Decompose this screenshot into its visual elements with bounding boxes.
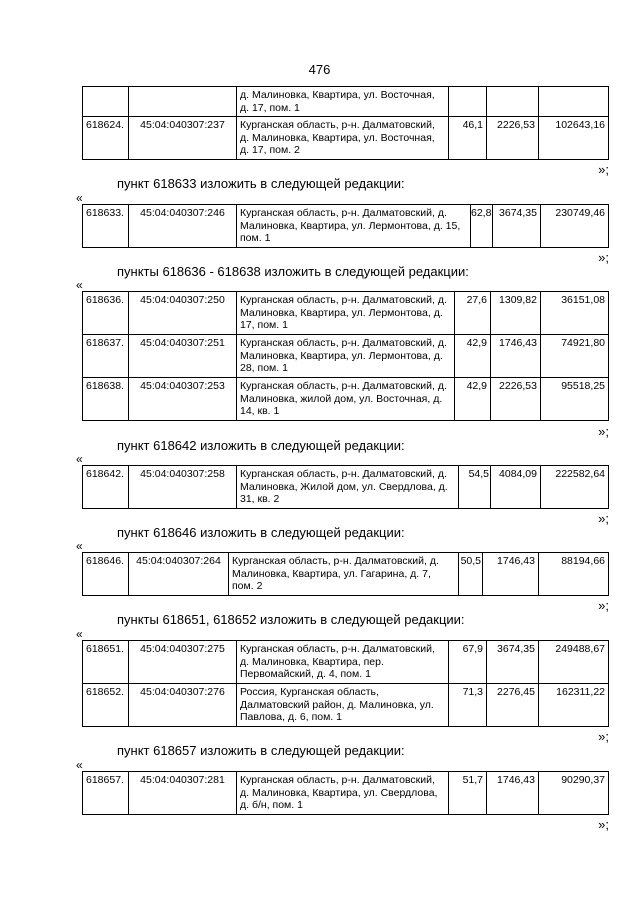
table-row: [83, 772, 609, 815]
table-section-3: [82, 465, 609, 509]
cadastral-number: 45:04:040307:251: [129, 335, 237, 378]
address: Курганская область, р-н. Далматовский, д. Малиновка, Квартира, ул. Лермонтова, д. 28, пом. 1: [237, 335, 455, 378]
closing-quote: »;: [598, 598, 609, 613]
table-section-1: [82, 204, 609, 248]
unit-price: 1309,82: [491, 292, 541, 335]
cadastral-number: 45:04:040307:258: [129, 466, 237, 509]
closing-quote: »;: [598, 817, 609, 832]
table-row: [83, 205, 609, 248]
unit-price: 1746,43: [491, 335, 541, 378]
cadastral-number: 45:04:040307:264: [129, 553, 229, 596]
area: [449, 87, 487, 117]
address: Россия, Курганская область, Далматовский район, д. Малиновка, ул. Павлова, д. 6, пом. 1: [237, 684, 449, 727]
area: 42,9: [455, 335, 491, 378]
closing-quote: »;: [598, 511, 609, 526]
area: 42,9: [455, 378, 491, 421]
amendment-intro: пункт 618633 изложить в следующей редакции:: [117, 176, 405, 191]
amendment-intro: пункты 618651, 618652 изложить в следующей редакции:: [117, 612, 465, 627]
cadastral-number: 45:04:040307:275: [129, 641, 237, 684]
cadastral-number: 45:04:040307:237: [129, 117, 237, 160]
amendment-intro: пункт 618642 изложить в следующей редакции:: [117, 438, 405, 453]
cadastral-number: 45:04:040307:253: [129, 378, 237, 421]
total-value: 36151,08: [541, 292, 609, 335]
row-number: 618642.: [83, 466, 129, 509]
area: 27,6: [455, 292, 491, 335]
unit-price: [487, 87, 539, 117]
area: 46,1: [449, 117, 487, 160]
address: д. Малиновка, Квартира, ул. Восточная, д. 17, пом. 1: [237, 87, 449, 117]
table-section-5: [82, 640, 609, 727]
total-value: 102643,16: [539, 117, 609, 160]
opening-quote: «: [76, 539, 83, 553]
closing-quote: »;: [598, 729, 609, 744]
table-row: [83, 466, 609, 509]
address: Курганская область, р-н. Далматовский, д. Малиновка, Квартира, пер. Первомайский, д. 4, пом. 1: [237, 641, 449, 684]
area: 54,5: [459, 466, 491, 509]
opening-quote: «: [76, 758, 83, 772]
total-value: 95518,25: [541, 378, 609, 421]
amendment-intro: пункт 618657 изложить в следующей редакции:: [117, 743, 405, 758]
total-value: [539, 87, 609, 117]
unit-price: 1746,43: [483, 553, 539, 596]
table-section-2: [82, 291, 609, 421]
table-continued: [82, 86, 609, 160]
area: 71,3: [449, 684, 487, 727]
total-value: 230749,46: [541, 205, 609, 248]
cadastral-number: 45:04:040307:250: [129, 292, 237, 335]
amendment-intro: пункт 618646 изложить в следующей редакции:: [117, 525, 405, 540]
opening-quote: «: [76, 452, 83, 466]
opening-quote: «: [76, 627, 83, 641]
opening-quote: «: [76, 191, 83, 205]
table-row: [83, 684, 609, 727]
unit-price: 4084,09: [491, 466, 541, 509]
row-number: 618646.: [83, 553, 129, 596]
unit-price: 3674,35: [487, 641, 539, 684]
area: 67,9: [449, 641, 487, 684]
total-value: 222582,64: [541, 466, 609, 509]
address: Курганская область, р-н. Далматовский, д. Малиновка, Квартира, ул. Гагарина, д. 7, пом. 2: [229, 553, 459, 596]
row-number: 618638.: [83, 378, 129, 421]
closing-quote: »;: [598, 250, 609, 265]
row-number: 618636.: [83, 292, 129, 335]
total-value: 162311,22: [539, 684, 609, 727]
table-section-4: [82, 552, 609, 596]
table-row: [83, 292, 609, 335]
row-number: 618652.: [83, 684, 129, 727]
total-value: 249488,67: [539, 641, 609, 684]
address: Курганская область, р-н. Далматовский, д. Малиновка, жилой дом, ул. Восточная, д. 14, кв. 1: [237, 378, 455, 421]
table-row: [83, 87, 609, 117]
address: Курганская область, р-н. Далматовский, д. Малиновка, Квартира, ул. Лермонтова, д. 15, пом. 1: [237, 205, 471, 248]
unit-price: 2276,45: [487, 684, 539, 727]
table-row: [83, 378, 609, 421]
unit-price: 1746,43: [487, 772, 539, 815]
total-value: 88194,66: [539, 553, 609, 596]
cadastral-number: [129, 87, 237, 117]
row-number: 618633.: [83, 205, 129, 248]
table-row: [83, 117, 609, 160]
unit-price: 3674,35: [493, 205, 541, 248]
area: 50,5: [459, 553, 483, 596]
unit-price: 2226,53: [487, 117, 539, 160]
total-value: 74921,80: [541, 335, 609, 378]
row-number: 618651.: [83, 641, 129, 684]
cadastral-number: 45:04:040307:246: [129, 205, 237, 248]
table-section-6: [82, 771, 609, 815]
table-row: [83, 553, 609, 596]
total-value: 90290,37: [539, 772, 609, 815]
table-row: [83, 641, 609, 684]
address: Курганская область, р-н. Далматовский, д. Малиновка, Жилой дом, ул. Свердлова, д. 31, кв. 2: [237, 466, 459, 509]
opening-quote: «: [76, 278, 83, 292]
address: Курганская область, р-н. Далматовский, д. Малиновка, Квартира, ул. Лермонтова, д. 17, пом. 1: [237, 292, 455, 335]
table-row: [83, 335, 609, 378]
row-number: [83, 87, 129, 117]
amendment-intro: пункты 618636 - 618638 изложить в следующей редакции:: [117, 264, 469, 279]
area: 62,8: [471, 205, 493, 248]
page-number: 476: [308, 62, 331, 77]
cadastral-number: 45:04:040307:276: [129, 684, 237, 727]
area: 51,7: [449, 772, 487, 815]
row-number: 618624.: [83, 117, 129, 160]
address: Курганская область, р-н. Далматовский, д. Малиновка, Квартира, ул. Свердлова, д. б/н, пом. 1: [237, 772, 449, 815]
row-number: 618657.: [83, 772, 129, 815]
cadastral-number: 45:04:040307:281: [129, 772, 237, 815]
closing-quote: »;: [598, 424, 609, 439]
closing-quote: »;: [598, 162, 609, 177]
address: Курганская область, р-н. Далматовский, д. Малиновка, Квартира, ул. Восточная, д. 17, пом. 2: [237, 117, 449, 160]
unit-price: 2226,53: [491, 378, 541, 421]
row-number: 618637.: [83, 335, 129, 378]
